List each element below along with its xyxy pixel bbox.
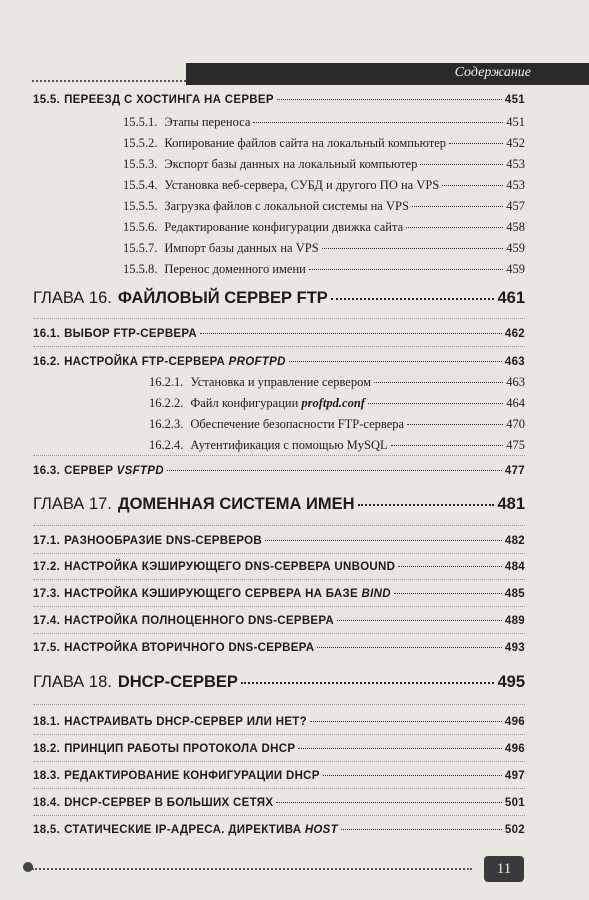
section-number: 15.5. bbox=[33, 94, 61, 106]
dot-leader bbox=[241, 682, 495, 684]
page-number: 451 bbox=[504, 94, 525, 106]
subsection-title: Импорт базы данных на VPS bbox=[164, 241, 319, 255]
chapter-title: ДОМЕННАЯ СИСТЕМА ИМЕН bbox=[117, 495, 355, 513]
subsection-number: 15.5.6. bbox=[123, 220, 158, 234]
dot-leader bbox=[331, 298, 495, 300]
dot-leader bbox=[449, 143, 503, 144]
page-number: 485 bbox=[504, 588, 525, 600]
dot-leader bbox=[200, 333, 502, 334]
dotted-divider bbox=[33, 346, 525, 347]
dot-leader bbox=[167, 470, 502, 471]
toc-subsection bbox=[33, 157, 525, 172]
chapter-label: ГЛАВА 17. bbox=[33, 495, 112, 513]
toc-section bbox=[33, 797, 525, 809]
subsection-title: Файл конфигурации proftpd.conf bbox=[190, 396, 365, 410]
page-number: 462 bbox=[504, 328, 525, 340]
section-number: 18.5. bbox=[33, 824, 61, 836]
toc-chapter bbox=[33, 495, 525, 514]
page-number-badge bbox=[484, 856, 524, 882]
dot-leader bbox=[407, 424, 503, 425]
subsection-number: 16.2.4. bbox=[149, 438, 184, 452]
subsection-number: 16.2.2. bbox=[149, 396, 184, 410]
dot-leader bbox=[394, 593, 502, 594]
subsection-title: Установка и управление сервером bbox=[190, 375, 372, 389]
subsection-number: 15.5.7. bbox=[123, 241, 158, 255]
page-number: 461 bbox=[497, 289, 525, 307]
toc-section bbox=[33, 588, 525, 600]
toc-section bbox=[33, 535, 525, 547]
toc-subsection bbox=[33, 220, 525, 235]
toc-subsection bbox=[33, 136, 525, 151]
page-number: 477 bbox=[504, 465, 525, 477]
page-number: 463 bbox=[504, 356, 525, 368]
section-number: 18.3. bbox=[33, 770, 61, 782]
page-number: 464 bbox=[506, 396, 525, 410]
page-number: 496 bbox=[504, 743, 525, 755]
section-title: НАСТРОЙКА КЭШИРУЮЩЕГО СЕРВЕРА НА БАЗЕ BIND bbox=[64, 588, 391, 600]
toc-subsection bbox=[33, 396, 525, 411]
section-title: ПЕРЕЕЗД С ХОСТИНГА НА СЕРВЕР bbox=[64, 94, 274, 106]
dot-leader bbox=[277, 99, 502, 100]
running-header-bar bbox=[186, 63, 589, 85]
page-number: 489 bbox=[504, 615, 525, 627]
chapter-title: DHCP-СЕРВЕР bbox=[117, 673, 238, 691]
toc-chapter bbox=[33, 673, 525, 692]
dot-leader bbox=[322, 248, 504, 249]
page-number: 501 bbox=[504, 797, 525, 809]
section-title: НАСТРОЙКА ПОЛНОЦЕННОГО DNS-СЕРВЕРА bbox=[64, 615, 334, 627]
footer-page-number: 11 bbox=[496, 861, 512, 877]
dotted-divider bbox=[33, 579, 525, 580]
dot-leader bbox=[358, 504, 495, 506]
dot-leader bbox=[406, 227, 503, 228]
dotted-divider bbox=[33, 761, 525, 762]
section-title: СЕРВЕР VSFTPD bbox=[64, 465, 164, 477]
section-title: НАСТРАИВАТЬ DHCP-СЕРВЕР ИЛИ НЕТ? bbox=[64, 716, 307, 728]
section-number: 17.5. bbox=[33, 642, 61, 654]
page-number: 502 bbox=[504, 824, 525, 836]
dotted-divider bbox=[33, 455, 525, 456]
page-number: 457 bbox=[506, 199, 525, 213]
subsection-number: 15.5.8. bbox=[123, 262, 158, 276]
section-title: РЕДАКТИРОВАНИЕ КОНФИГУРАЦИИ DHCP bbox=[64, 770, 320, 782]
section-number: 17.3. bbox=[33, 588, 61, 600]
dotted-divider bbox=[33, 815, 525, 816]
subsection-title: Копирование файлов сайта на локальный компьютер bbox=[164, 136, 447, 150]
subsection-number: 15.5.2. bbox=[123, 136, 158, 150]
subsection-title: Этапы переноса bbox=[164, 115, 251, 129]
toc-subsection bbox=[33, 178, 525, 193]
chapter-title: ФАЙЛОВЫЙ СЕРВЕР FTP bbox=[117, 289, 328, 307]
page-number: 470 bbox=[506, 417, 525, 431]
subsection-title: Обеспечение безопасности FTP-сервера bbox=[190, 417, 405, 431]
page-number: 452 bbox=[506, 136, 525, 150]
subsection-number: 15.5.4. bbox=[123, 178, 158, 192]
dot-leader bbox=[276, 802, 502, 803]
page-number: 484 bbox=[504, 561, 525, 573]
section-title: DHCP-СЕРВЕР В БОЛЬШИХ СЕТЯХ bbox=[64, 797, 274, 809]
dotted-divider bbox=[33, 734, 525, 735]
toc-section bbox=[33, 743, 525, 755]
toc-section bbox=[33, 465, 525, 477]
dot-leader bbox=[323, 775, 502, 776]
dotted-divider bbox=[33, 788, 525, 789]
dot-leader bbox=[398, 566, 502, 567]
section-title: РАЗНООБРАЗИЕ DNS-СЕРВЕРОВ bbox=[64, 535, 263, 547]
page-number: 453 bbox=[506, 157, 525, 171]
dot-leader bbox=[265, 540, 502, 541]
toc-chapter bbox=[33, 289, 525, 308]
dot-leader bbox=[310, 721, 502, 722]
page-number: 451 bbox=[506, 115, 525, 129]
subsection-number: 15.5.5. bbox=[123, 199, 158, 213]
page-number: 496 bbox=[504, 716, 525, 728]
toc-section bbox=[33, 94, 525, 106]
subsection-number: 16.2.1. bbox=[149, 375, 184, 389]
dotted-divider bbox=[33, 633, 525, 634]
dot-leader bbox=[368, 403, 503, 404]
page-number: 475 bbox=[506, 438, 525, 452]
page-number: 453 bbox=[506, 178, 525, 192]
dot-leader bbox=[341, 829, 502, 830]
subsection-title: Аутентификация с помощью MySQL bbox=[190, 438, 388, 452]
section-number: 18.1. bbox=[33, 716, 61, 728]
dotted-divider bbox=[33, 704, 525, 705]
subsection-number: 15.5.3. bbox=[123, 157, 158, 171]
subsection-title: Перенос доменного имени bbox=[164, 262, 306, 276]
dot-leader bbox=[289, 361, 502, 362]
chapter-label: ГЛАВА 18. bbox=[33, 673, 112, 691]
section-number: 17.2. bbox=[33, 561, 61, 573]
page-number: 481 bbox=[497, 495, 525, 513]
section-number: 17.4. bbox=[33, 615, 61, 627]
section-number: 18.4. bbox=[33, 797, 61, 809]
toc-section bbox=[33, 642, 525, 654]
toc-subsection bbox=[33, 262, 525, 277]
subsection-number: 16.2.3. bbox=[149, 417, 184, 431]
page-number: 459 bbox=[506, 241, 525, 255]
toc-subsection bbox=[33, 115, 525, 130]
toc-section bbox=[33, 328, 525, 340]
dot-leader bbox=[442, 185, 503, 186]
footer-dotted-rule bbox=[32, 868, 472, 870]
dot-leader bbox=[374, 382, 503, 383]
dotted-divider bbox=[33, 606, 525, 607]
page-number: 495 bbox=[497, 673, 525, 691]
dotted-divider bbox=[33, 525, 525, 526]
section-number: 18.2. bbox=[33, 743, 61, 755]
toc-subsection bbox=[33, 417, 525, 432]
dotted-divider bbox=[33, 553, 525, 554]
page-number: 482 bbox=[504, 535, 525, 547]
dot-leader bbox=[317, 647, 502, 648]
dot-leader bbox=[309, 269, 503, 270]
page-number: 463 bbox=[506, 375, 525, 389]
section-number: 16.1. bbox=[33, 328, 61, 340]
chapter-label: ГЛАВА 16. bbox=[33, 289, 112, 307]
dot-leader bbox=[412, 206, 503, 207]
toc-subsection bbox=[33, 199, 525, 214]
dot-leader bbox=[337, 620, 502, 621]
dotted-divider bbox=[33, 318, 525, 319]
section-number: 16.3. bbox=[33, 465, 61, 477]
subsection-title: Установка веб-сервера, СУБД и другого ПО на VPS bbox=[164, 178, 440, 192]
page-number: 459 bbox=[506, 262, 525, 276]
toc-subsection bbox=[33, 375, 525, 390]
header-dotted-rule bbox=[32, 80, 186, 82]
subsection-title: Экспорт базы данных на локальный компьютер bbox=[164, 157, 418, 171]
section-number: 16.2. bbox=[33, 356, 61, 368]
toc-section bbox=[33, 716, 525, 728]
toc-subsection bbox=[33, 241, 525, 256]
section-title: СТАТИЧЕСКИЕ IP-АДРЕСА. ДИРЕКТИВА HOST bbox=[64, 824, 338, 836]
toc-section bbox=[33, 824, 525, 836]
section-title: ПРИНЦИП РАБОТЫ ПРОТОКОЛА DHCP bbox=[64, 743, 296, 755]
dot-leader bbox=[391, 445, 504, 446]
footer-circle-ornament bbox=[23, 862, 33, 872]
toc-section bbox=[33, 561, 525, 573]
toc-section bbox=[33, 356, 525, 368]
page-number: 497 bbox=[504, 770, 525, 782]
page-number: 458 bbox=[506, 220, 525, 234]
dot-leader bbox=[298, 748, 502, 749]
subsection-title: Загрузка файлов с локальной системы на VPS bbox=[164, 199, 409, 213]
toc-subsection bbox=[33, 438, 525, 453]
subsection-number: 15.5.1. bbox=[123, 115, 158, 129]
section-title: НАСТРОЙКА FTP-СЕРВЕРА PROFTPD bbox=[64, 356, 286, 368]
section-title: НАСТРОЙКА ВТОРИЧНОГО DNS-СЕРВЕРА bbox=[64, 642, 315, 654]
running-header-title: Содержание bbox=[454, 65, 531, 80]
dot-leader bbox=[253, 122, 503, 123]
section-title: ВЫБОР FTP-СЕРВЕРА bbox=[64, 328, 197, 340]
dot-leader bbox=[420, 164, 503, 165]
section-title: НАСТРОЙКА КЭШИРУЮЩЕГО DNS-СЕРВЕРА UNBOUND bbox=[64, 561, 396, 573]
subsection-title: Редактирование конфигурации движка сайта bbox=[164, 220, 404, 234]
toc-section bbox=[33, 615, 525, 627]
page-number: 493 bbox=[504, 642, 525, 654]
section-number: 17.1. bbox=[33, 535, 61, 547]
toc-section bbox=[33, 770, 525, 782]
